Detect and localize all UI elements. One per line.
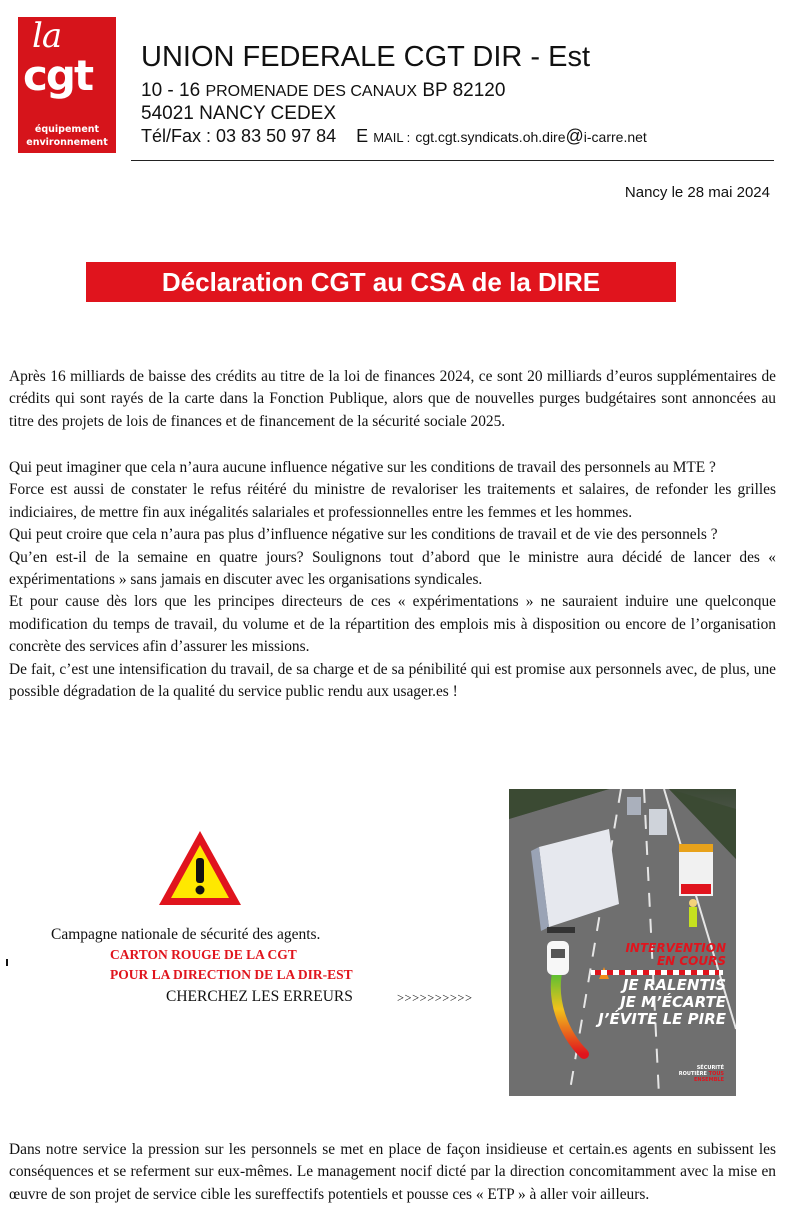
warning-triangle-icon bbox=[156, 828, 244, 908]
poster-line-intervention: INTERVENTION bbox=[625, 941, 726, 955]
mail-label: MAIL : bbox=[373, 130, 411, 145]
address-number: 10 - 16 bbox=[141, 80, 201, 101]
logo-cgt-text: cgt bbox=[23, 51, 93, 100]
margin-tick bbox=[6, 959, 8, 966]
body-paragraph-group bbox=[9, 457, 776, 703]
paragraph-budget: Après 16 milliards de baisse des crédits au titre de la loi de finances 2024, ce sont 20 milliards d’euros supplémentaires de crédits qui sont rayés de la carte dans la Fonction Publique, alors que de nouvelles purges budgétaires sont annoncées au titre des projets de lois de finances et de financement de la sécurité sociale 2025. bbox=[9, 368, 776, 430]
address-line-2: 54021 NANCY CEDEX bbox=[141, 103, 337, 124]
logo-sub-equipement: équipement bbox=[34, 124, 100, 135]
tel-label: Tél/Fax : bbox=[141, 126, 212, 146]
poster-footer-4: ENSEMBLE bbox=[693, 1077, 724, 1083]
body-paragraph-1 bbox=[9, 366, 776, 433]
mail-user[interactable]: cgt.cgt.syndicats.oh.dire bbox=[415, 129, 566, 145]
poster-line-evite: J’ÉVITE LE PIRE bbox=[598, 1010, 726, 1028]
safety-poster bbox=[509, 789, 736, 1096]
poster-footer-2: ROUTIÈRE TOUS bbox=[678, 1071, 724, 1077]
poster-line-en-cours: EN COURS bbox=[656, 954, 726, 968]
poster-line-ecarte: JE M’ÉCARTE bbox=[620, 993, 726, 1011]
campaign-arrows: >>>>>>>>>> bbox=[397, 991, 473, 1005]
tel-value: 03 83 50 97 84 bbox=[216, 126, 337, 146]
org-name: UNION FEDERALE CGT DIR - Est bbox=[141, 41, 591, 73]
address-bp: BP 82120 bbox=[422, 80, 506, 101]
logo-la-text: la bbox=[32, 17, 62, 56]
paragraph-question-1: Qui peut imaginer que cela n’aura aucune influence négative sur les conditions de travail des personnels au MTE ? bbox=[9, 459, 716, 476]
logo-sub-environnement: environnement bbox=[26, 137, 108, 148]
document-date: Nancy le 28 mai 2024 bbox=[624, 184, 770, 201]
mail-at: @ bbox=[565, 126, 584, 146]
paragraph-pressure: Dans notre service la pression sur les personnels se met en place de façon insidieuse et certain.es agents en subissent les conséquences et se referment sur eux-mêmes. Le management nocif dicté par la direction concomitamment avec la mise en œuvre de son projet de service cible les sureffectifs potentiels et pousse ces « ETP » à aller voir ailleurs. bbox=[9, 1141, 776, 1203]
campaign-direction: POUR LA DIRECTION DE LA DIR-EST bbox=[110, 967, 353, 982]
body-paragraph-last bbox=[9, 1139, 776, 1206]
paragraph-principles: Et pour cause dès lors que les principes directeurs de ces « expérimentations » ne sauraient induire une quelconque modification du temps de travail, du volume et de la répartition des emplois mis à disposition ou encore de l’organisation concrète des services afin d’assurer les missions. bbox=[9, 593, 776, 656]
poster-line-ralentis: JE RALENTIS bbox=[622, 976, 726, 994]
paragraph-salaries: Force est aussi de constater le refus réitéré du ministre de revaloriser les traitements et salaires, de refonder les grilles indiciaires, de mettre fin aux inégalités salariales et professionnelles entre les femmes et les hommes. bbox=[9, 481, 776, 521]
cgt-logo bbox=[18, 17, 116, 153]
mail-label-e: E bbox=[356, 126, 369, 146]
poster-footer-1: SÉCURITÉ bbox=[696, 1065, 724, 1071]
letterhead-divider bbox=[131, 160, 774, 161]
mail-domain[interactable]: i-carre.net bbox=[583, 129, 647, 145]
paragraph-intensification: De fait, c’est une intensification du travail, de sa charge et de sa pénibilité qui est promise aux personnels avec, de plus, une possible dégradation de la qualité du service public rendu aux usager.es ! bbox=[9, 660, 776, 701]
campaign-title: Campagne nationale de sécurité des agents. bbox=[51, 926, 321, 943]
campaign-red-card: CARTON ROUGE DE LA CGT bbox=[110, 947, 297, 962]
address-line-1 bbox=[141, 81, 505, 100]
contact-line bbox=[141, 127, 647, 145]
title-banner: Déclaration CGT au CSA de la DIRE bbox=[86, 262, 676, 302]
poster-footer bbox=[679, 1065, 724, 1083]
campaign-find-errors: CHERCHEZ LES ERREURS bbox=[166, 988, 353, 1005]
paragraph-question-2: Qui peut croire que cela n’aura pas plus d’influence négative sur les conditions de travail et de vie des personnels ? bbox=[9, 526, 718, 544]
paragraph-four-days: Qu’en est-il de la semaine en quatre jours? Soulignons tout d’abord que le ministre aura décidé de lancer des « expérimentations » sans jamais en discuter avec les organisations syndicales. bbox=[9, 548, 776, 589]
address-street: PROMENADE DES CANAUX bbox=[205, 83, 418, 100]
